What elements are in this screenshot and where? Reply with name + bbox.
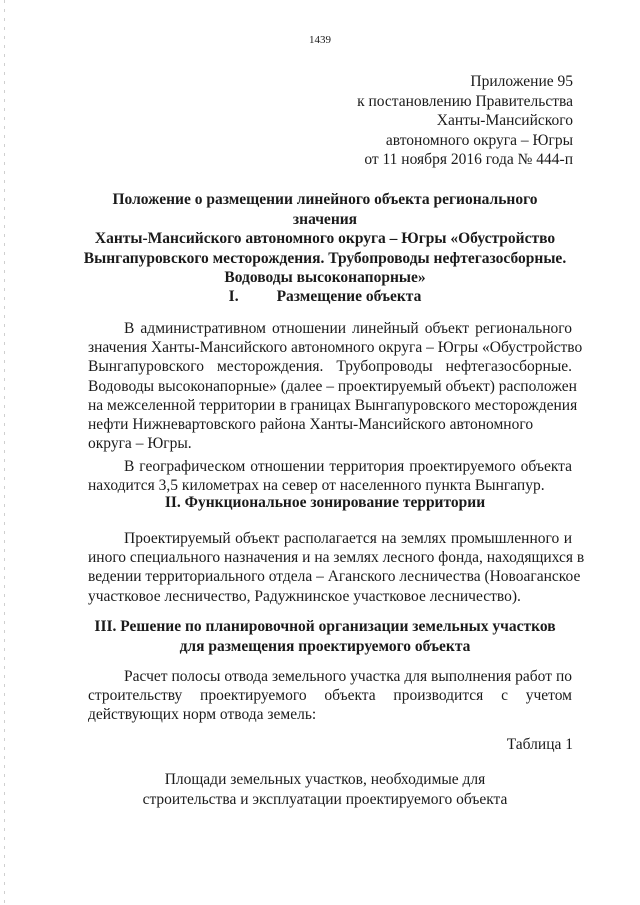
section-3-paragraph-1 bbox=[88, 667, 572, 725]
text-line: Водоводы высоконапорные» (далее – проектируемый объект) расположен bbox=[88, 377, 577, 395]
text-line: на межселенной территории в границах Вынгапуровского месторождения bbox=[88, 396, 578, 414]
section-3-heading bbox=[80, 617, 570, 656]
title-line: Положение о размещении линейного объекта регионального значения bbox=[112, 191, 538, 228]
appendix-line: автономного округа – Югры bbox=[385, 131, 573, 149]
page-number: 1439 bbox=[309, 34, 331, 46]
text-line: строительству проектируемого объекта производится с учетом bbox=[88, 687, 572, 705]
text-line: действующих норм отвода земель: bbox=[88, 706, 317, 724]
appendix-line: Ханты-Мансийского bbox=[436, 112, 573, 129]
section-1-number: I. bbox=[228, 288, 239, 305]
text-line: нефти Нижневартовского района Ханты-Мансийского автономного bbox=[88, 416, 534, 434]
caption-line: строительства и эксплуатации проектируемого объекта bbox=[142, 790, 508, 808]
appendix-line: Приложение 95 bbox=[470, 73, 573, 90]
text-line: В административном отношении линейный объект регионального bbox=[124, 320, 572, 337]
appendix-block bbox=[357, 72, 573, 170]
scan-edge-artifact bbox=[4, 0, 5, 905]
caption-line: Площади земельных участков, необходимые для bbox=[164, 771, 486, 788]
section-1-paragraph-2 bbox=[88, 457, 572, 495]
table-label: Таблица 1 bbox=[506, 736, 573, 753]
title-line: Вынгапуровского месторождения. Трубопроводы нефтегазосборные. bbox=[83, 249, 567, 267]
heading-line: для размещения проектируемого объекта bbox=[179, 637, 471, 655]
text-line: В географическом отношении территория проектируемого объекта bbox=[124, 458, 572, 475]
section-1-heading bbox=[80, 287, 570, 307]
title-line: Водоводы высоконапорные» bbox=[224, 269, 426, 286]
text-line: Вынгапуровского месторождения. Трубопроводы нефтегазосборные. bbox=[88, 358, 572, 376]
heading-line: III. Решение по планировочной организации земельных участков bbox=[94, 618, 556, 635]
text-line: ведении территориального отдела – Аганского лесничества (Новоаганское bbox=[88, 568, 581, 586]
table-caption bbox=[100, 770, 550, 809]
section-2-paragraph-1 bbox=[88, 529, 585, 606]
text-line: участковое лесничество, Радужнинское участковое лесничество). bbox=[88, 587, 521, 605]
text-line: значения Ханты-Мансийского автономного округа – Югры «Обустройство bbox=[88, 339, 583, 357]
section-2-heading: II. Функциональное зонирование территории bbox=[164, 494, 486, 511]
text-line: Расчет полосы отвода земельного участка для выполнения работ по bbox=[124, 668, 572, 685]
text-line: округа – Югры. bbox=[88, 435, 192, 453]
section-1-title: Размещение объекта bbox=[276, 288, 422, 305]
section-1-paragraph-1 bbox=[88, 319, 583, 453]
appendix-line: к постановлению Правительства bbox=[357, 92, 573, 110]
appendix-line: от 11 ноября 2016 года № 444-п bbox=[364, 151, 573, 168]
text-line: находится 3,5 километрах на север от населенного пункта Вынгапур. bbox=[88, 477, 545, 495]
document-title bbox=[80, 190, 570, 288]
text-line: иного специального назначения и на землях лесного фонда, находящихся в bbox=[88, 549, 585, 567]
text-line: Проектируемый объект располагается на землях промышленного и bbox=[124, 530, 572, 547]
title-line: Ханты-Мансийского автономного округа – Югры «Обустройство bbox=[94, 230, 556, 247]
